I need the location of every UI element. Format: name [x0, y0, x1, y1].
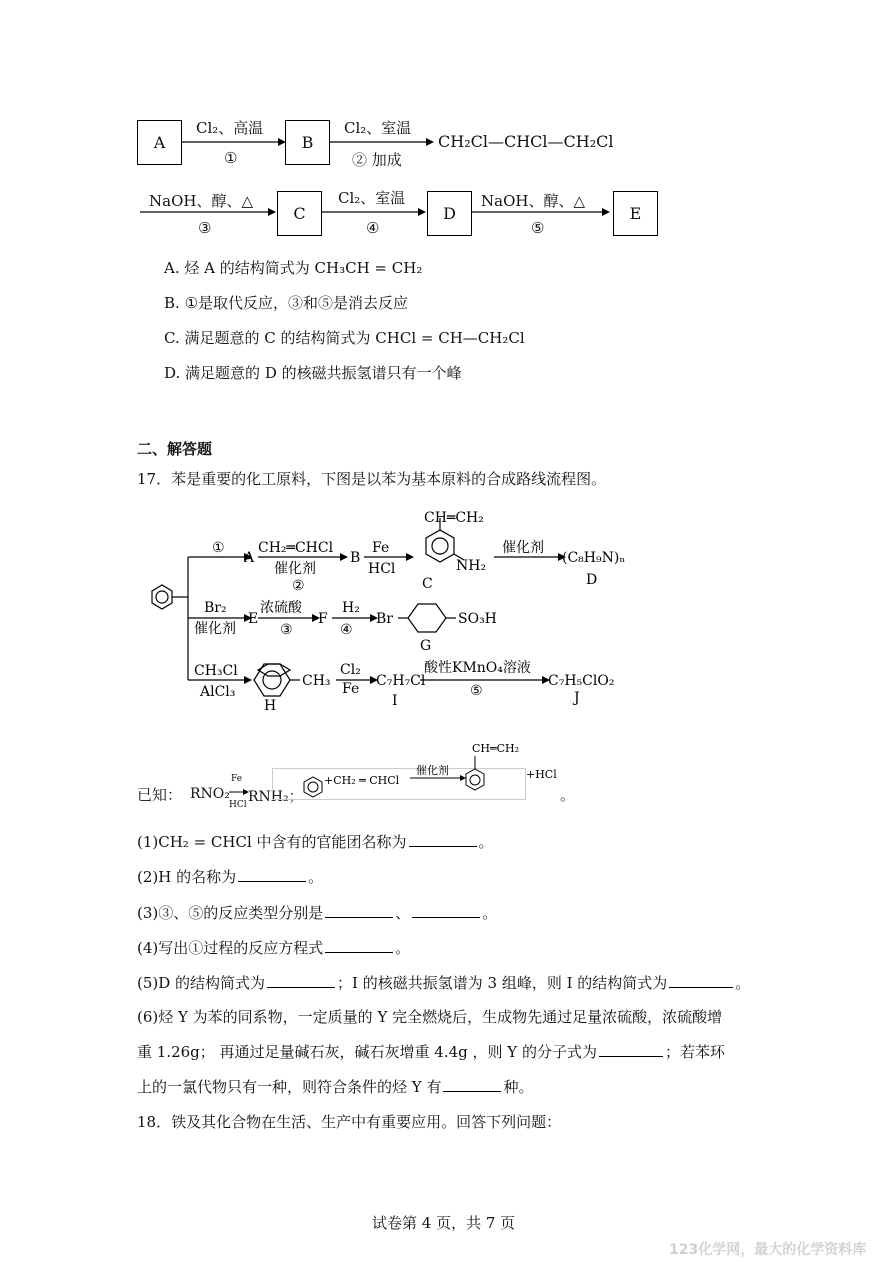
- watermark: 123化学网，最大的化学资料库: [669, 1242, 867, 1258]
- arrow3-top: NaOH、醇、△: [149, 192, 253, 210]
- answer-blank[interactable]: [325, 916, 393, 918]
- catalyst-label: 催化剂: [274, 561, 316, 577]
- box-b: B: [285, 120, 330, 165]
- arrow2-top: Cl₂、室温: [344, 119, 412, 137]
- q17-synthesis-scheme: [130, 500, 630, 714]
- answer-blank[interactable]: [599, 1055, 663, 1057]
- step-3-label: ③: [280, 622, 293, 638]
- vinyl-chloride: +CH₂ ═ CHCl: [324, 774, 400, 787]
- arrow3-bottom: ③: [198, 219, 212, 237]
- option-text: 烃 A 的结构简式为 CH₃CH = CH₂: [184, 259, 423, 277]
- arrow2-bottom: ② 加成: [352, 151, 402, 169]
- amino-group: NH₂: [456, 558, 487, 574]
- option-text: 满足题意的 D 的核磁共振氢谱只有一个峰: [185, 364, 462, 382]
- known-label: 已知：: [137, 786, 183, 804]
- compound-h: H: [264, 698, 277, 714]
- arrow1-bottom: ①: [224, 149, 238, 167]
- arrow-3: [140, 207, 276, 217]
- bromo-group: Br: [376, 611, 393, 627]
- compound-f: F: [318, 611, 328, 627]
- i-formula: C₇H₇Cl: [376, 673, 426, 689]
- compound-a: A: [244, 550, 255, 566]
- sub-question-6-line2: 重 1.26g； 再通过足量碱石灰，碱石灰增重 4.4g ，则 Y 的分子式为 ；若苯环: [137, 1043, 725, 1061]
- step-4-label: ④: [340, 622, 353, 638]
- box-e: E: [613, 191, 658, 236]
- benzene-inner-circle: [156, 591, 168, 603]
- sulfonic-group: SO₃H: [458, 611, 497, 627]
- arrow-2: [330, 137, 434, 147]
- sub-question-2: (2)H 的名称为 。: [137, 868, 324, 886]
- answer-blank[interactable]: [267, 986, 335, 988]
- kmno4-label: 酸性KMnO₄溶液: [424, 660, 531, 676]
- compound-c: C: [422, 576, 433, 592]
- fe-label-2: Fe: [342, 681, 360, 697]
- option-letter: D.: [164, 364, 181, 382]
- q18-stem: 18．铁及其化合物在生活、生产中有重要应用。回答下列问题：: [137, 1113, 562, 1131]
- answer-blank[interactable]: [412, 916, 480, 918]
- answer-blank[interactable]: [238, 880, 306, 882]
- option-text: ①是取代反应，③和⑤是消去反应: [184, 294, 409, 312]
- step-2-label: ②: [292, 578, 305, 594]
- option-b: [164, 292, 408, 313]
- methyl-group: CH₃: [302, 673, 331, 689]
- step-1-label: ①: [212, 540, 225, 556]
- aniline-ring: [426, 530, 454, 562]
- br2-label: Br₂: [204, 600, 227, 616]
- option-a: [164, 257, 422, 278]
- benzene-ring: [152, 585, 172, 609]
- option-letter: B.: [164, 294, 180, 312]
- arrow-4: [322, 207, 426, 217]
- conc-sulfuric-acid: 浓硫酸: [260, 600, 302, 616]
- box-d: D: [427, 191, 472, 236]
- catalyst-label-3: 催化剂: [194, 621, 236, 637]
- option-d: [164, 362, 462, 383]
- friedel-crafts-diagram: [300, 738, 557, 804]
- rnh2: RNH₂；: [248, 789, 303, 805]
- option-c: [164, 327, 525, 348]
- compound-i: I: [392, 693, 398, 709]
- sub-question-5: (5)D 的结构简式为 ；I 的核磁共振氢谱为 3 组峰，则 I 的结构简式为 。: [137, 974, 751, 992]
- compound-e: E: [248, 611, 259, 627]
- step-5-label: ⑤: [470, 683, 483, 699]
- compound-g: G: [420, 638, 432, 654]
- fe-label: Fe: [372, 540, 390, 556]
- known-end: 。: [560, 786, 576, 804]
- hcl-label: HCl: [368, 561, 396, 577]
- page-number: 试卷第 4 页，共 7 页: [372, 1214, 516, 1232]
- sub-question-4: (4)写出①过程的反应方程式 。: [137, 939, 411, 957]
- compound-j: J: [574, 690, 580, 706]
- arrow4-bottom: ④: [366, 219, 380, 237]
- sub-question-6-line3: 上的一氯代物只有一种，则符合条件的烃 Y 有 种。: [137, 1078, 534, 1096]
- compound-b: B: [350, 550, 361, 566]
- option-text: 满足题意的 C 的结构简式为 CHCl = CH—CH₂Cl: [184, 329, 525, 347]
- product-formula: CH₂Cl—CHCl—CH₂Cl: [438, 132, 614, 151]
- chloromethane-label: CH₃Cl: [194, 663, 238, 679]
- box-a: A: [137, 120, 182, 165]
- arrow-1: [182, 137, 286, 147]
- catalyst-small: 催化剂: [416, 764, 449, 777]
- product-vinyl: CH═CH₂: [472, 742, 520, 755]
- sub-question-3: (3)③、⑤的反应类型分别是 、 。: [137, 904, 498, 922]
- answer-blank[interactable]: [409, 845, 477, 847]
- vinyl-group: CH═CH₂: [424, 510, 484, 526]
- answer-blank[interactable]: [325, 951, 393, 953]
- fe-small: Fe: [231, 774, 243, 784]
- vinyl-chloride-reagent: CH₂═CHCl: [258, 540, 334, 556]
- answer-blank[interactable]: [443, 1090, 501, 1092]
- box-c: C: [277, 191, 322, 236]
- plus-hcl: +HCl: [526, 768, 557, 781]
- arrow-5: [472, 207, 610, 217]
- rno2: RNO₂: [190, 786, 230, 802]
- compound-d: D: [586, 572, 598, 588]
- hcl-small: HCl: [229, 800, 247, 810]
- arrow5-top: NaOH、醇、△: [481, 192, 585, 210]
- catalyst-label-2: 催化剂: [502, 540, 544, 556]
- alcl3-label: AlCl₃: [200, 684, 236, 700]
- option-letter: C.: [164, 329, 180, 347]
- answer-blank[interactable]: [669, 986, 733, 988]
- arrow4-top: Cl₂、室温: [338, 189, 406, 207]
- sub-question-6-line1: (6)烃 Y 为苯的同系物，一定质量的 Y 完全燃烧后，生成物先通过足量浓硫酸，浓硫酸增: [137, 1008, 723, 1026]
- h2-label: H₂: [342, 600, 360, 616]
- arrow1-top: Cl₂、高温: [196, 119, 264, 137]
- small-arrow: [229, 788, 249, 796]
- j-formula: C₇H₅ClO₂: [548, 673, 615, 689]
- cl2-label: Cl₂: [340, 662, 361, 678]
- option-letter: A.: [164, 259, 180, 277]
- section-title: 二、解答题: [137, 440, 213, 458]
- sub-question-1: (1)CH₂ = CHCl 中含有的官能团名称为 。: [137, 833, 494, 851]
- arrow5-bottom: ⑤: [531, 219, 545, 237]
- polymer-formula: (C₈H₉N)ₙ: [562, 550, 626, 566]
- cyclohexane-ring: [408, 604, 446, 632]
- q17-stem: 17．苯是重要的化工原料，下图是以苯为基本原料的合成路线流程图。: [137, 470, 607, 488]
